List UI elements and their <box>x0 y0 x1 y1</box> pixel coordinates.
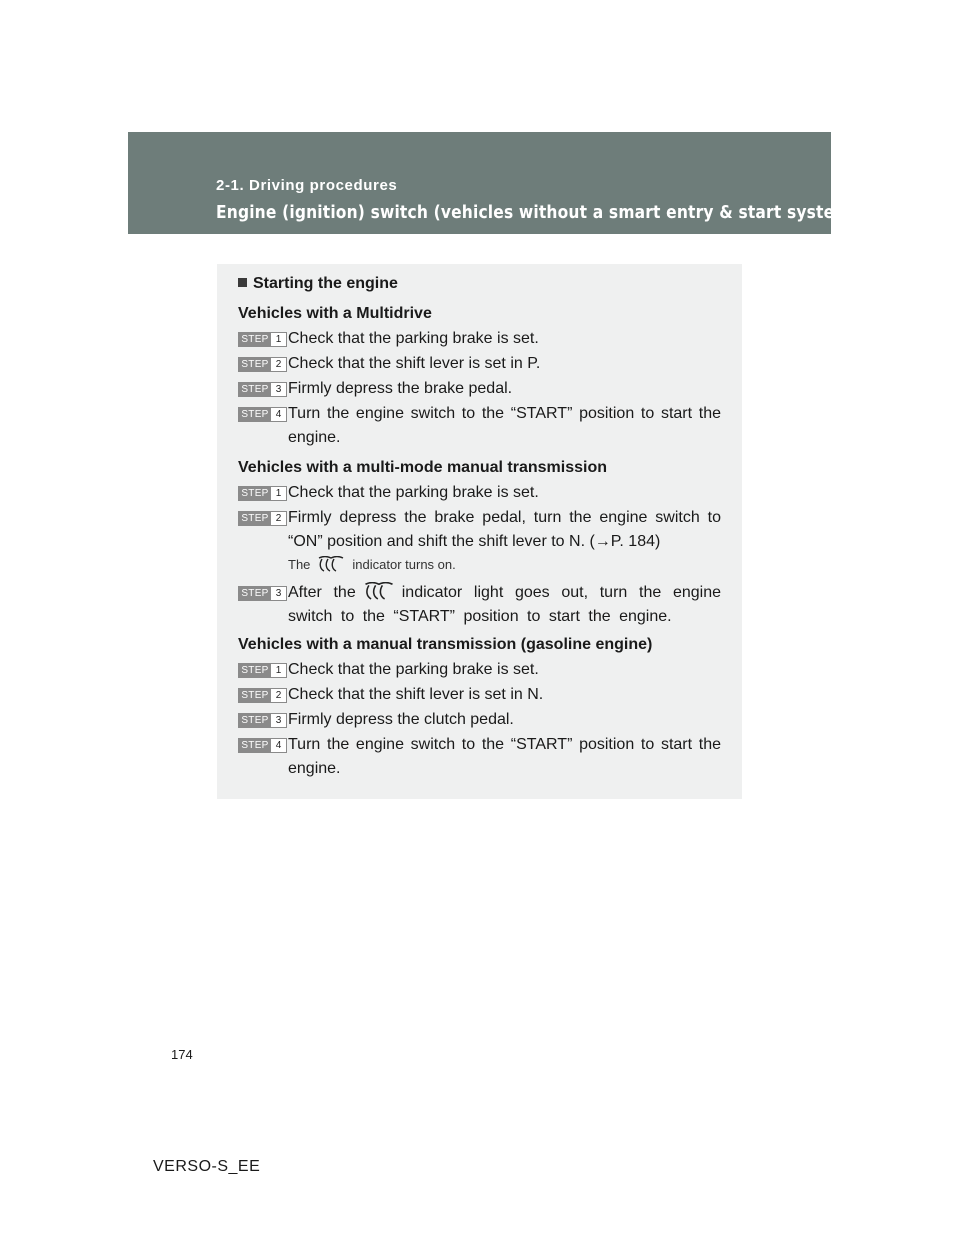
group-title-multimode: Vehicles with a multi-mode manual transmission <box>238 459 607 476</box>
step-badge: STEP 4 <box>238 407 287 422</box>
step-text: Check that the parking brake is set. <box>288 661 539 678</box>
glow-plug-indicator-icon <box>316 556 346 572</box>
step-text: Turn the engine switch to the “START” position to start the engine. <box>288 405 721 446</box>
square-bullet-icon <box>238 278 247 287</box>
section-label: 2-1. Driving procedures <box>216 177 398 194</box>
panel-heading: Starting the engine <box>238 274 398 294</box>
step-text: Check that the parking brake is set. <box>288 330 539 347</box>
step-text: Check that the shift lever is set in P. <box>288 355 541 372</box>
step-badge: STEP 1 <box>238 663 287 678</box>
step-badge: STEP 4 <box>238 738 287 753</box>
step-badge: STEP 2 <box>238 688 287 703</box>
step-badge: STEP 2 <box>238 357 287 372</box>
step-badge: STEP 3 <box>238 586 287 601</box>
page-number: 174 <box>171 1047 193 1062</box>
content-panel <box>217 264 742 799</box>
indicator-note: The indicator turns on. <box>288 557 456 572</box>
step-badge: STEP 3 <box>238 382 287 397</box>
model-code: VERSO-S_EE <box>153 1158 261 1175</box>
step-badge: STEP 2 <box>238 511 287 526</box>
step-text: Firmly depress the brake pedal, turn the engine switch to “ON” position and shift the shift lever to N. (→P. 184) <box>288 509 721 550</box>
group-title-manual: Vehicles with a manual transmission (gasoline engine) <box>238 636 653 653</box>
step-text: Check that the shift lever is set in N. <box>288 686 544 703</box>
step-text: Turn the engine switch to the “START” position to start the engine. <box>288 736 721 777</box>
glow-plug-indicator-icon <box>362 582 396 600</box>
step-badge: STEP 1 <box>238 332 287 347</box>
page-header <box>128 132 858 234</box>
step-badge: STEP 3 <box>238 713 287 728</box>
step-badge: STEP 1 <box>238 486 287 501</box>
group-title-multidrive: Vehicles with a Multidrive <box>238 305 432 322</box>
page-title: Engine (ignition) switch (vehicles without a smart entry & start system) <box>216 202 858 223</box>
step-text: Check that the parking brake is set. <box>288 484 539 501</box>
step-text: Firmly depress the brake pedal. <box>288 380 513 397</box>
step-text: After the indicator light goes out, turn the engine switch to the “START” position to start the engine. <box>288 584 721 625</box>
step-text: Firmly depress the clutch pedal. <box>288 711 514 728</box>
